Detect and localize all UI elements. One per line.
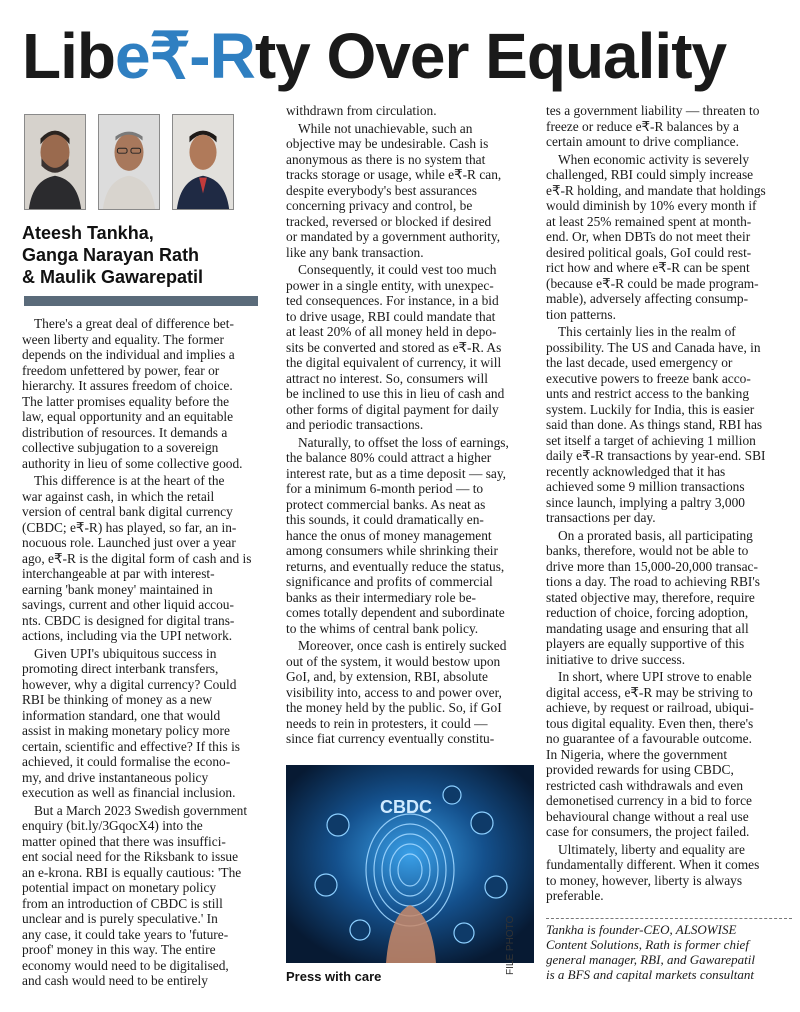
author-photo-tankha [24,114,86,210]
col1-paragraph-4: But a March 2023 Swedish government enquiry (bit.ly/3GqocX4) into the matter opined that there was insuffici- ent social need for the Riksbank to issue an e-krona. RBI is equally cautious: 'The potential impact on monetary policy from an introduction of CBDC is still unclear and is purely speculative.' In any case, it could take years to 'future- proof' money in this way. The entire economy would need to be digitalised, and cash would need to be entirely [22,802,248,988]
col3-paragraph-6: Ultimately, liberty and equality are fundamentally different. When it comes to money, however, liberty is always preferable. [546,841,760,903]
byline-line-1: Ateesh Tankha, [22,223,154,243]
col2-paragraph-3: Consequently, it could vest too much power in a single entity, with unexpec- ted consequences. For instance, in a bid to drive usage, RBI could mandate that at least 20% of all money held in depo- sits be converted and stored as e₹-R. As the digital equivalent of currency, it will attract no interest. So, consumers will be inclined to use this in lieu of cash and other forms of digital payment for daily and periodic transactions. [286,262,505,432]
article-column-1 [22,316,280,991]
col2-paragraph-1: withdrawn from circulation. [286,103,437,118]
headline-part-2: ty Over Equality [254,20,727,92]
bio-divider [546,918,792,919]
article-column-2 [286,103,544,749]
cbdc-fingerprint-photo [286,765,534,963]
author-bio: Tankha is founder-CEO, ALSOWISE Content Solutions, Rath is former chief general manager, RBI, and Gawarepatil is a BFS and capital markets consultant [546,922,755,982]
col3-paragraph-2: When economic activity is severely challenged, RBI could simply increase e₹-R holding, and mandate that holdings would diminish by 10% every month if at least 25% remained spent at month- end. Or, when DBTs do not meet their desired political goals, GoI could rest- rict how and where e₹-R can be spent (because e₹-R could be made program- mable), adversely affecting consump- tion patterns. [546,151,766,322]
col2-paragraph-4: Naturally, to offset the loss of earnings, the balance 80% could attract a higher interest rate, but as a time deposit — say, for a minimum 6-month period — to protect commercial banks. As neat as this sounds, it could dramatically en- hance the onus of money management among consumers while shrinking their returns, and eventually reduce the status, significance and profits of commercial banks as their intermediary role be- comes totally dependent and subordinate to the whims of central bank policy. [286,434,509,636]
byline-line-2: Ganga Narayan Rath [22,245,200,265]
col1-paragraph-2: This difference is at the heart of the war against cash, in which the retail version of central bank digital currency (CBDC; e₹-R) has played, so far, an in- nocuous role. Launched just over a year ago, e₹-R is the digital form of cash and is interchangeable at par with interest- earning 'bank money' maintained in savings, current and other liquid accou- nts. CBDC is designed for digital trans- actions, including via the UPI network. [22,473,252,643]
article-column-3 [546,103,796,906]
author-photo-rath [98,114,160,210]
byline-rule [24,296,258,306]
headline-part-1: Lib [22,20,115,92]
col2-paragraph-2: While not unachievable, such an objective may be undesirable. Cash is anonymous as there is no system that tracks storage or usage, while e₹-R can, despite everybody's best assurances concerning privacy and control, be tracked, reversed or blocked if desired or mandated by a government authority, like any bank transaction. [286,120,502,260]
author-bylines [22,222,262,288]
col3-paragraph-1: tes a government liability — threaten to freeze or reduce e₹-R balances by a certain amount to drive compliance. [546,103,760,149]
headline [22,14,792,98]
photo-caption: Press with care [286,969,382,984]
headline-accent-erupee: e₹-R [114,20,255,92]
photo-credit: FILE PHOTO [505,915,516,975]
author-photo-gawarepatil [172,114,234,210]
col1-paragraph-3: Given UPI's ubiquitous success in promoting direct interbank transfers, however, why a digital currency? Could RBI be thinking of money as a new information standard, one that would assist in making monetary policy more certain, scientific and effective? If this is achieved, it could formalise the econo- my, and drive instantaneous policy execution as well as financial inclusion. [22,645,240,800]
col3-paragraph-5: In short, where UPI strove to enable digital access, e₹-R may be striving to achieve, by request or railroad, ubiqui- tous digital equality. Even then, there's no guarantee of a favourable outcome. In Nigeria, where the government provided rewards for using CBDC, restricted cash withdrawals and even demonetised currency in a bid to force behavioural change without a real use case for consumers, the project failed. [546,669,754,839]
author-photos [24,114,234,210]
fingerprint-illustration [286,765,534,963]
col3-paragraph-3: This certainly lies in the realm of possibility. The US and Canada have, in the last decade, used emergency or executive powers to freeze bank acco- unts and restrict access to the banking system. Luckily for India, this is easier said than done. As things stand, RBI has set itself a target of achieving 1 million daily e₹-R transactions by year-end. SBI recently acknowledged that it has achieved some 9 million transactions since launch, implying a paltry 3,000 transactions per day. [546,324,766,525]
col3-paragraph-4: On a prorated basis, all participating banks, therefore, would not be able to drive more than 15,000-20,000 transac- tions a day. The road to achieving RBI's stated objective may, therefore, require reduction of choice, forcing adoption, mandating usage and ensuring that all players are equally supportive of this initiative to drive success. [546,527,761,667]
col2-paragraph-5: Moreover, once cash is entirely sucked out of the system, it would bestow upon GoI, and, by extension, RBI, absolute visibility into, access to and power over, the money held by the public. So, if GoI needs to rein in protesters, it could — since fiat currency eventually constitu- [286,638,507,746]
col1-paragraph-1: There's a great deal of difference bet- ween liberty and equality. The former depends on the individual and implies a freedom unfettered by power, fear or hierarchy. It assures freedom of choice. The latter promises equality before the law, equal opportunity and an equitable distribution of resources. It demands a collective subjugation to a sovereign authority in lieu of some collective good. [22,316,243,471]
cbdc-label: CBDC [380,797,432,817]
byline-line-3: & Maulik Gawarepatil [22,267,204,287]
